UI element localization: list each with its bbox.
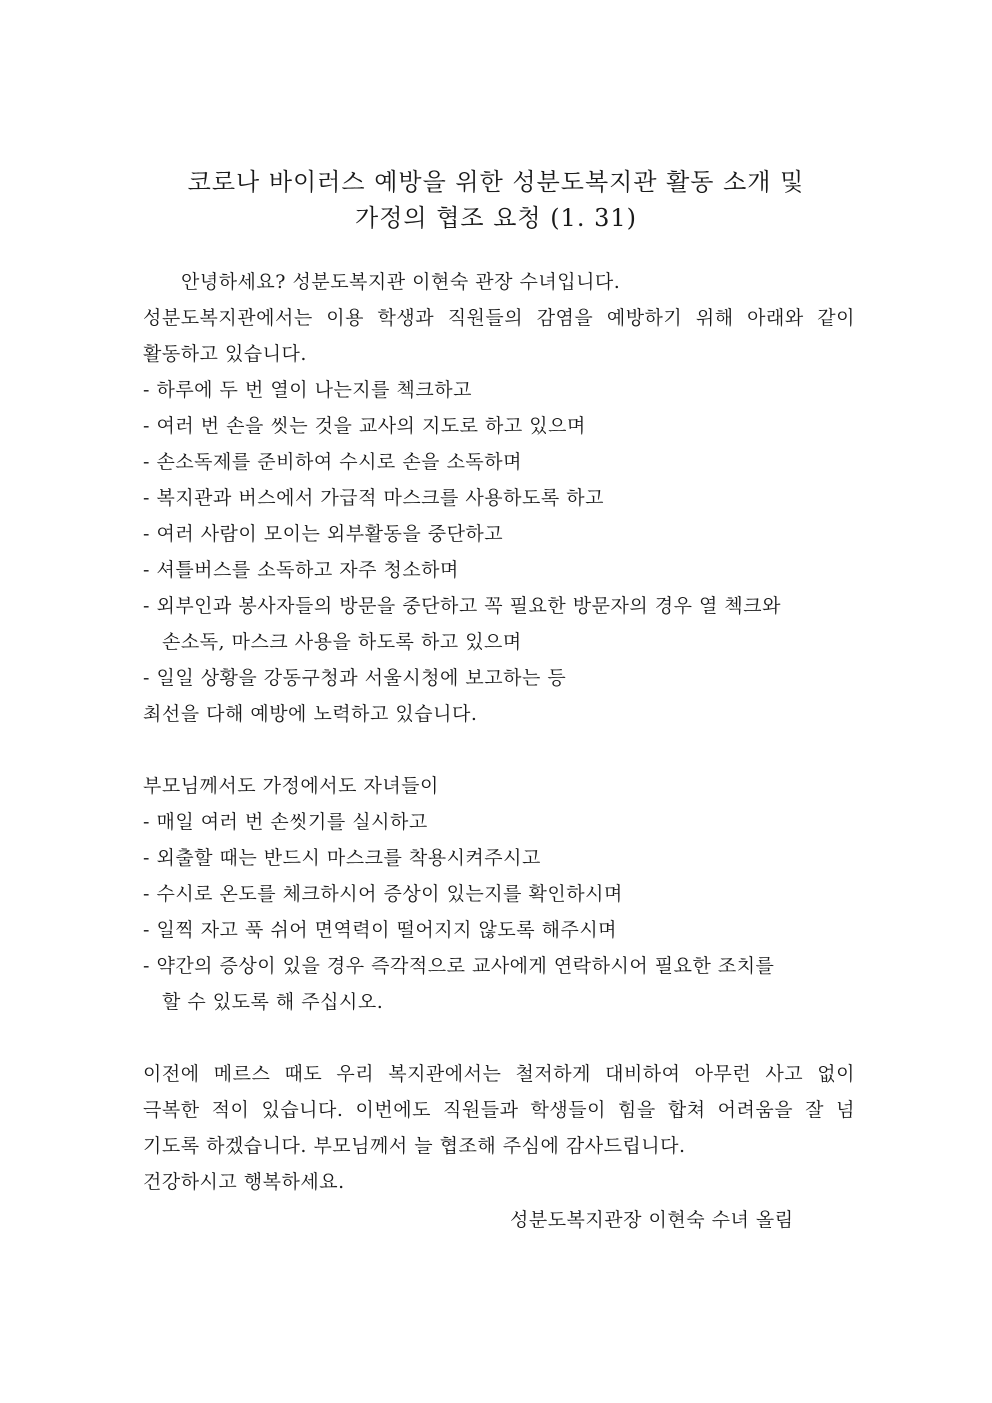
closing-line-1: 이전에 메르스 때도 우리 복지관에서는 철저하게 대비하여 아무런 사고 없이 xyxy=(143,1063,855,1085)
activity-item: - 셔틀버스를 소독하고 자주 청소하며 xyxy=(143,559,459,581)
parents-item: - 매일 여러 번 손씻기를 실시하고 xyxy=(143,811,428,833)
activity-item: - 하루에 두 번 열이 나는지를 첵크하고 xyxy=(143,379,472,401)
closing-line-4: 건강하시고 행복하세요. xyxy=(143,1171,345,1193)
parents-item: - 수시로 온도를 체크하시어 증상이 있는지를 확인하시며 xyxy=(143,883,623,905)
intro-line-2: 활동하고 있습니다. xyxy=(143,343,307,365)
activity-item: - 여러 사람이 모이는 외부활동을 중단하고 xyxy=(143,523,504,545)
letter-body xyxy=(143,264,863,1200)
intro-line-1: 성분도복지관에서는 이용 학생과 직원들의 감염을 예방하기 위해 아래와 같이 xyxy=(143,307,855,329)
activity-item: - 손소독제를 준비하여 수시로 손을 소독하며 xyxy=(143,451,522,473)
title-line-2: 가정의 협조 요청 (1. 31) xyxy=(355,204,637,232)
signature: 성분도복지관장 이현숙 수녀 올림 xyxy=(510,1209,794,1231)
paragraph-gap xyxy=(143,732,863,768)
greeting: 안녕하세요? 성분도복지관 이현숙 관장 수녀입니다. xyxy=(181,271,621,293)
activity-item: - 여러 번 손을 씻는 것을 교사의 지도로 하고 있으며 xyxy=(143,415,586,437)
activity-item: - 일일 상황을 강동구청과 서울시청에 보고하는 등 xyxy=(143,667,567,689)
parents-item-continuation: 할 수 있도록 해 주십시오. xyxy=(162,991,384,1013)
title-line-1: 코로나 바이러스 예방을 위한 성분도복지관 활동 소개 및 xyxy=(187,168,805,196)
activity-item: - 복지관과 버스에서 가급적 마스크를 사용하도록 하고 xyxy=(143,487,604,509)
paragraph-gap xyxy=(143,1020,863,1056)
activity-item: - 외부인과 봉사자들의 방문을 중단하고 꼭 필요한 방문자의 경우 열 첵크와 xyxy=(143,595,781,617)
parents-item: - 약간의 증상이 있을 경우 즉각적으로 교사에게 연락하시어 필요한 조치를 xyxy=(143,955,775,977)
activity-item-continuation: 손소독, 마스크 사용을 하도록 하고 있으며 xyxy=(162,631,522,653)
parents-item: - 외출할 때는 반드시 마스크를 착용시켜주시고 xyxy=(143,847,541,869)
activities-closing: 최선을 다해 예방에 노력하고 있습니다. xyxy=(143,703,478,725)
closing-line-3: 기도록 하겠습니다. 부모님께서 늘 협조해 주심에 감사드립니다. xyxy=(143,1135,686,1157)
parents-heading: 부모님께서도 가정에서도 자녀들이 xyxy=(143,775,439,797)
closing-line-2: 극복한 적이 있습니다. 이번에도 직원들과 학생들이 힘을 합쳐 어려움을 잘 넘 xyxy=(143,1099,855,1121)
parents-item: - 일찍 자고 푹 쉬어 면역력이 떨어지지 않도록 해주시며 xyxy=(143,919,618,941)
